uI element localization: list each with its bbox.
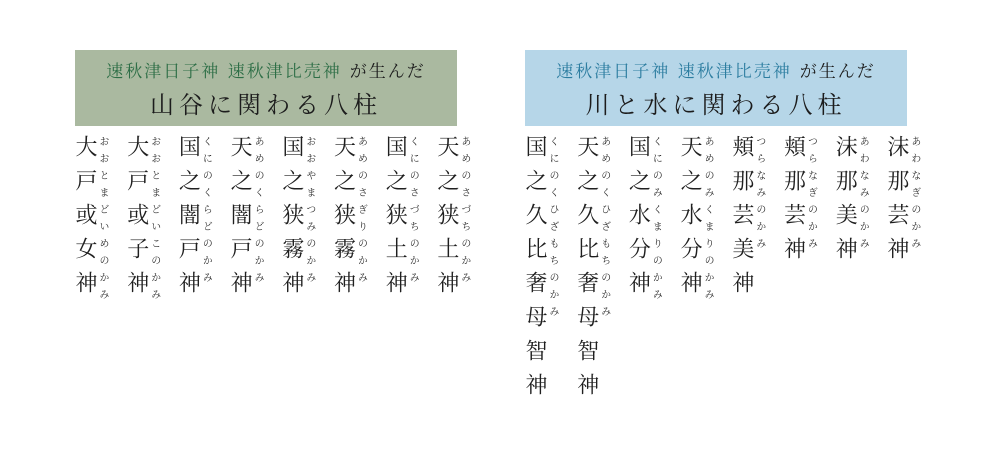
mountain-valley-header <box>75 50 457 126</box>
deity-column <box>730 135 764 305</box>
deity-reading: あめのさづちのかみ <box>458 136 470 289</box>
deity-reading: あわなぎのかみ <box>908 136 920 255</box>
header-suffix: が生んだ <box>799 61 876 82</box>
deity-reading: あわなみのかみ <box>857 136 869 255</box>
deity-name: 頬那芸神 <box>780 135 806 271</box>
deity-name: 天之久比奢母智神 <box>573 135 599 407</box>
river-water-deity-list <box>523 135 919 407</box>
deity-reading: くにのみくまりのかみ <box>650 136 662 306</box>
deity-reading: くにのくらどのかみ <box>200 136 212 289</box>
parent-deities-names: 速秋津日子神 速秋津比売神 <box>556 61 792 82</box>
deity-reading: おおとまどいめのかみ <box>97 136 108 306</box>
deity-name: 国之久比奢母智神 <box>522 135 547 407</box>
deity-reading: おおやまつみのかみ <box>303 136 315 289</box>
panel-title: 川と水に関わる八柱 <box>585 90 847 119</box>
deity-column <box>125 135 159 306</box>
deity-name: 頬那芸美神 <box>728 135 754 305</box>
deity-reading: おおとまどいこのかみ <box>148 136 160 306</box>
parent-deities-names: 速秋津日子神 速秋津比売神 <box>106 61 342 82</box>
deity-reading: くにのくひざもちのかみ <box>547 136 558 323</box>
header-suffix: が生んだ <box>349 61 426 82</box>
header-parents-line <box>106 57 425 82</box>
deity-name: 国之狭霧神 <box>278 135 304 305</box>
header-parents-line <box>556 57 875 82</box>
deity-name: 沫那美神 <box>832 135 858 271</box>
deity-column <box>73 135 107 306</box>
deity-name: 天之闇戸神 <box>227 135 253 305</box>
deity-name: 天之水分神 <box>677 135 703 305</box>
deity-reading: くにのさづちのかみ <box>407 136 419 289</box>
deity-name: 国之水分神 <box>625 135 651 305</box>
deity-reading: つらなぎのかみ <box>805 136 817 255</box>
deity-name: 天之狭土神 <box>433 135 459 305</box>
deity-name: 沫那芸神 <box>883 135 909 271</box>
deity-column <box>523 135 557 407</box>
deity-column <box>332 135 366 305</box>
deity-reading: つらなみのかみ <box>753 136 765 255</box>
deity-column <box>626 135 660 306</box>
deity-column <box>575 135 609 407</box>
deity-column <box>678 135 712 306</box>
mountain-valley-panel <box>73 50 469 306</box>
deity-column <box>176 135 210 305</box>
deity-name: 大戸或子神 <box>123 135 149 305</box>
deity-name: 国之狭土神 <box>382 135 408 305</box>
panel-title: 山谷に関わる八柱 <box>150 90 382 119</box>
deity-column <box>833 135 867 271</box>
deity-reading: あめのみくまりのかみ <box>702 136 714 306</box>
deity-reading: あめのさぎりのかみ <box>355 136 367 289</box>
river-water-panel <box>523 50 919 407</box>
mountain-valley-deity-list <box>73 135 469 306</box>
deity-name: 国之闇戸神 <box>175 135 201 305</box>
deity-column <box>383 135 417 305</box>
deity-column <box>435 135 469 305</box>
deity-column <box>280 135 314 305</box>
deity-name: 天之狭霧神 <box>330 135 356 305</box>
deity-column <box>782 135 816 271</box>
deity-column <box>228 135 262 305</box>
deity-name: 大戸或女神 <box>72 135 97 305</box>
deity-reading: あめのくひざもちのかみ <box>598 136 610 323</box>
deity-column <box>885 135 919 271</box>
river-water-header <box>525 50 907 126</box>
deity-reading: あめのくらどのかみ <box>252 136 264 289</box>
